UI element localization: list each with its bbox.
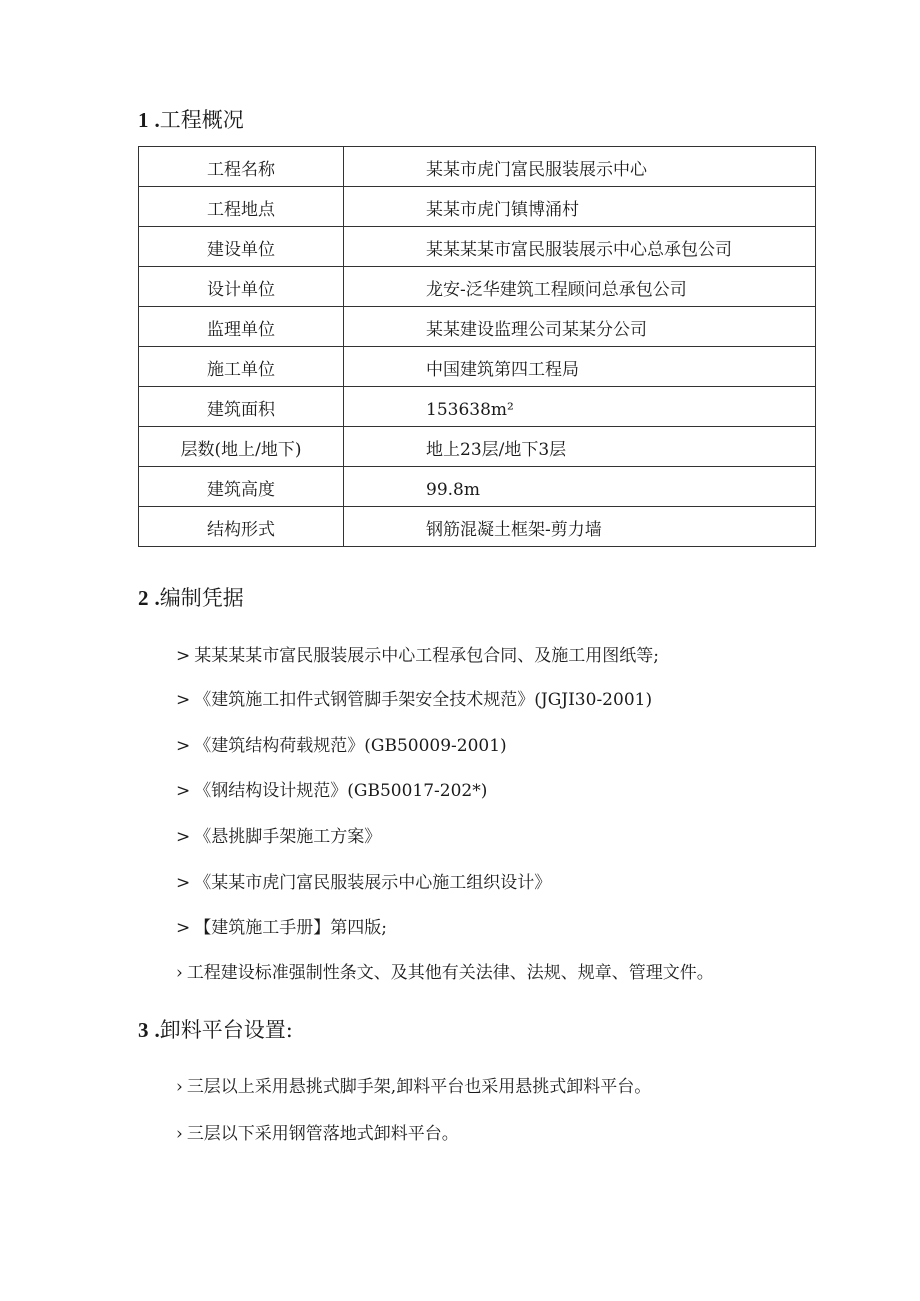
list-item — [176, 962, 714, 984]
bullet-marker: › — [176, 1077, 183, 1097]
row-value: 钢筋混凝土框架-剪力墙 — [344, 507, 816, 547]
section-2-title: 编制凭据 — [159, 586, 244, 610]
section-1-dot: . — [154, 108, 160, 132]
row-label: 结构形式 — [139, 507, 344, 547]
bullet-marker: > — [176, 827, 191, 847]
bullet-marker: > — [176, 781, 191, 801]
row-label: 施工单位 — [139, 347, 344, 387]
row-value: 某某市虎门富民服装展示中心 — [344, 147, 816, 187]
bullet-marker: > — [176, 736, 191, 756]
list-item — [176, 872, 551, 894]
section-3-number: 3 — [138, 1018, 149, 1042]
section-3-title: 卸料平台设置: — [159, 1018, 293, 1042]
row-value: 某某建设监理公司某某分公司 — [344, 307, 816, 347]
row-label: 工程名称 — [139, 147, 344, 187]
table-row — [139, 187, 816, 227]
row-value: 153638m² — [344, 387, 816, 427]
list-item-text: 【建筑施工手册】第四版; — [194, 918, 387, 938]
list-item — [176, 645, 659, 667]
row-value: 龙安-泛华建筑工程顾问总承包公司 — [344, 267, 816, 307]
section-2-number: 2 — [138, 586, 149, 610]
section-2-heading — [138, 584, 244, 612]
list-item-text: 《建筑施工扣件式钢管脚手架安全技术规范》(JGJI30-2001) — [194, 690, 653, 710]
section-1-title: 工程概况 — [159, 108, 244, 132]
row-value: 某某某某市富民服装展示中心总承包公司 — [344, 227, 816, 267]
row-label: 层数(地上/地下) — [139, 427, 344, 467]
list-item — [176, 735, 507, 757]
section-3-dot: . — [154, 1018, 160, 1042]
table-row — [139, 227, 816, 267]
project-overview-table — [138, 146, 816, 547]
bullet-marker: > — [176, 646, 191, 666]
row-label: 建设单位 — [139, 227, 344, 267]
table-row — [139, 507, 816, 547]
list-item-text: 《某某市虎门富民服装展示中心施工组织设计》 — [194, 873, 552, 893]
list-item-text: 《钢结构设计规范》(GB50017-202*) — [194, 781, 488, 801]
bullet-marker: > — [176, 918, 191, 938]
section-1-heading — [138, 106, 244, 134]
list-item-text: 《悬挑脚手架施工方案》 — [194, 827, 382, 847]
row-label: 监理单位 — [139, 307, 344, 347]
table-row — [139, 427, 816, 467]
list-item — [176, 780, 487, 802]
row-label: 工程地点 — [139, 187, 344, 227]
section-1-number: 1 — [138, 108, 149, 132]
row-value: 某某市虎门镇博涌村 — [344, 187, 816, 227]
bullet-marker: > — [176, 873, 191, 893]
section-3-heading — [138, 1016, 293, 1044]
list-item-text: 工程建设标准强制性条文、及其他有关法律、法规、规章、管理文件。 — [186, 963, 714, 983]
table-row — [139, 147, 816, 187]
list-item — [176, 1076, 651, 1098]
bullet-marker: > — [176, 690, 191, 710]
bullet-marker: › — [176, 1124, 183, 1144]
list-item — [176, 1123, 459, 1145]
row-value: 99.8m — [344, 467, 816, 507]
list-item-text: 《建筑结构荷载规范》(GB50009-2001) — [194, 736, 507, 756]
list-item-text: 三层以下采用钢管落地式卸料平台。 — [186, 1124, 459, 1144]
list-item-text: 某某某某市富民服装展示中心工程承包合同、及施工用图纸等; — [194, 646, 659, 666]
table-row — [139, 267, 816, 307]
row-value: 地上23层/地下3层 — [344, 427, 816, 467]
bullet-marker: › — [176, 963, 183, 983]
table-row — [139, 467, 816, 507]
table-row — [139, 347, 816, 387]
table-row — [139, 387, 816, 427]
section-2-dot: . — [154, 586, 160, 610]
list-item-text: 三层以上采用悬挑式脚手架,卸料平台也采用悬挑式卸料平台。 — [186, 1077, 652, 1097]
row-label: 设计单位 — [139, 267, 344, 307]
list-item — [176, 689, 652, 711]
row-label: 建筑面积 — [139, 387, 344, 427]
row-value: 中国建筑第四工程局 — [344, 347, 816, 387]
row-label: 建筑高度 — [139, 467, 344, 507]
table-row — [139, 307, 816, 347]
list-item — [176, 917, 387, 939]
list-item — [176, 826, 381, 848]
